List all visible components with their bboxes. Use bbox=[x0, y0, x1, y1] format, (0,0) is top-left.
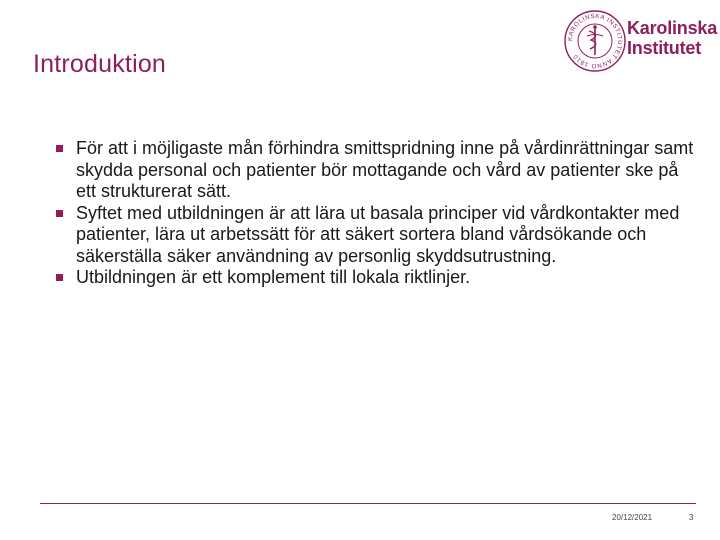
logo-line-1: Karolinska bbox=[627, 18, 718, 38]
footer-divider bbox=[40, 503, 696, 504]
bullet-item bbox=[56, 138, 696, 203]
bullet-text: För att i möjligaste mån förhindra smittspridning inne på vårdinrättningar samt skydda personal och patienter bör mottagande och vård av patienter ske på ett strukturerat sätt. bbox=[76, 138, 694, 201]
bullet-item bbox=[56, 267, 696, 289]
seal-text: KAROLINSKA INSTITUTET ANNO 1810 bbox=[566, 12, 624, 70]
square-bullet-icon bbox=[56, 145, 63, 152]
karolinska-seal-icon bbox=[563, 9, 627, 73]
karolinska-logo bbox=[563, 9, 718, 73]
logo-wordmark bbox=[627, 18, 717, 58]
square-bullet-icon bbox=[56, 274, 63, 281]
square-bullet-icon bbox=[56, 210, 63, 217]
bullet-text: Syftet med utbildningen är att lära ut basala principer vid vårdkontakter med patienter, lära ut arbetssätt för att säkert sortera bland vårdsökande och säkerställa säker användning av personlig skyddsutrustning. bbox=[76, 202, 680, 266]
bullet-text: Utbildningen är ett komplement till lokala riktlinjer. bbox=[76, 267, 471, 287]
bullet-list bbox=[56, 138, 696, 289]
slide-title: Introduktion bbox=[33, 50, 167, 78]
logo-line-2: Institutet bbox=[627, 38, 701, 58]
page-number: 3 bbox=[689, 513, 694, 522]
bullet-item bbox=[56, 203, 696, 268]
footer-date: 20/12/2021 bbox=[612, 513, 653, 522]
